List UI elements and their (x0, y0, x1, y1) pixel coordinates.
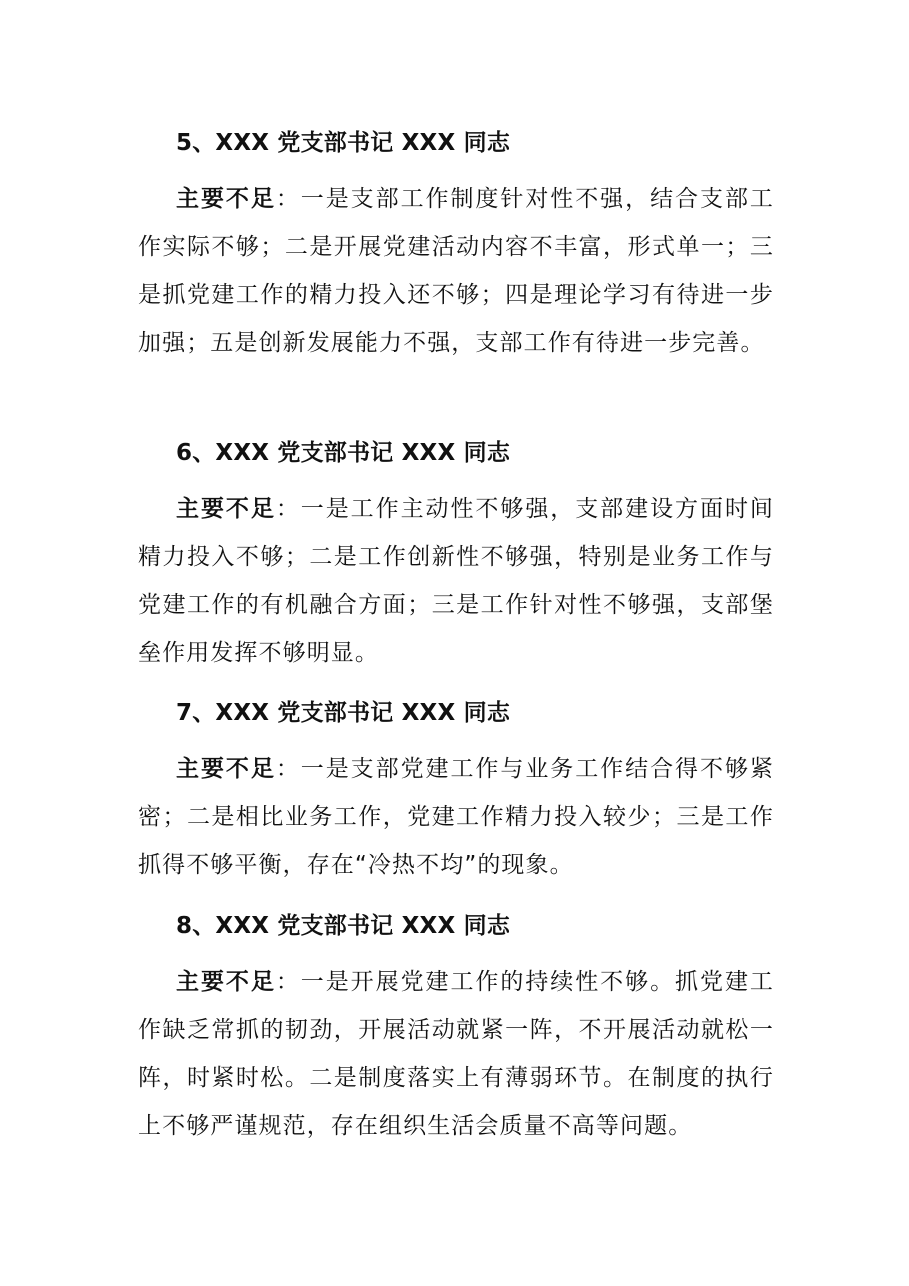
section-8 (138, 911, 774, 1150)
section-paragraph (138, 175, 774, 367)
section-7 (138, 698, 774, 889)
section-heading: 5、XXX 党支部书记 XXX 同志 (176, 130, 511, 156)
lead-label: 主要不足 (176, 756, 276, 782)
paragraph-body: ：一是工作主动性不够强，支部建设方面时间精力投入不够；二是工作创新性不够强，特别是业务工作与党建工作的有机融合方面；三是工作针对性不够强，支部堡垒作用发挥不够明显。 (138, 496, 774, 666)
section-heading: 6、XXX 党支部书记 XXX 同志 (176, 440, 511, 466)
section-heading: 8、XXX 党支部书记 XXX 同志 (176, 913, 511, 939)
lead-label: 主要不足 (176, 496, 276, 522)
paragraph-body: ：一是支部工作制度针对性不强，结合支部工作实际不够；二是开展党建活动内容不丰富，形式单一；三是抓党建工作的精力投入还不够；四是理论学习有待进一步加强；五是创新发展能力不强，支部工作有待进一步完善。 (138, 186, 774, 356)
paragraph-body: ：一是支部党建工作与业务工作结合得不够紧密；二是相比业务工作，党建工作精力投入较少；三是工作抓得不够平衡，存在“冷热不均”的现象。 (138, 756, 774, 878)
section-paragraph (138, 958, 774, 1150)
lead-label: 主要不足 (176, 969, 276, 995)
section-heading: 7、XXX 党支部书记 XXX 同志 (176, 700, 511, 726)
section-5 (138, 128, 774, 367)
lead-label: 主要不足 (176, 186, 276, 212)
paragraph-body: ：一是开展党建工作的持续性不够。抓党建工作缺乏常抓的韧劲，开展活动就紧一阵，不开展活动就松一阵，时紧时松。二是制度落实上有薄弱环节。在制度的执行上不够严谨规范，存在组织生活会质量不高等问题。 (138, 969, 774, 1139)
section-6 (138, 438, 774, 677)
section-paragraph (138, 485, 774, 677)
section-paragraph (138, 745, 774, 889)
